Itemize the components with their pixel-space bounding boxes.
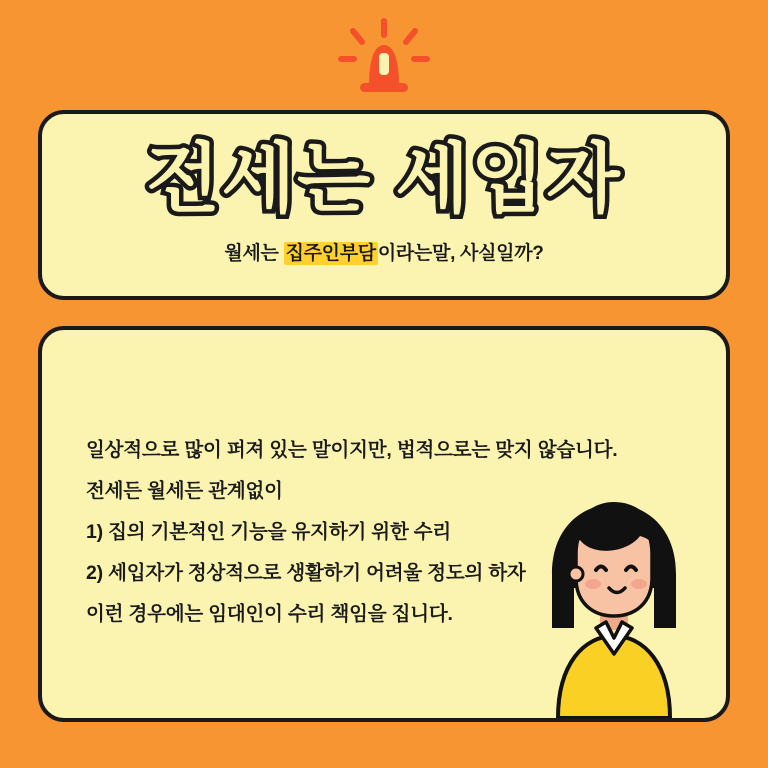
siren-icon-container: [0, 16, 768, 96]
page-title: 전세는 세입자: [146, 137, 622, 222]
subtitle-prefix: 월세는: [224, 242, 284, 264]
siren-icon: [329, 17, 439, 95]
subtitle-highlight: 집주인부담: [285, 242, 376, 264]
body-line-1: 일상적으로 많이 퍼져 있는 말이지만, 법적으로는 맞지 않습니다.: [86, 439, 618, 461]
body-line-5: 이런 경우에는 임대인이 수리 책임을 집니다.: [86, 603, 453, 625]
subtitle: [42, 238, 726, 265]
body-card: [38, 326, 730, 722]
body-line-4: 2) 세입자가 정상적으로 생활하기 어려울 정도의 하자: [86, 562, 526, 584]
subtitle-suffix: 이라는말, 사실일까?: [377, 242, 544, 264]
header-card: [38, 110, 730, 300]
woman-illustration: [514, 478, 714, 718]
body-line-2: 전세든 월세든 관계없이: [86, 480, 283, 502]
body-line-3: 1) 집의 기본적인 기능을 유지하기 위한 수리: [86, 521, 452, 543]
